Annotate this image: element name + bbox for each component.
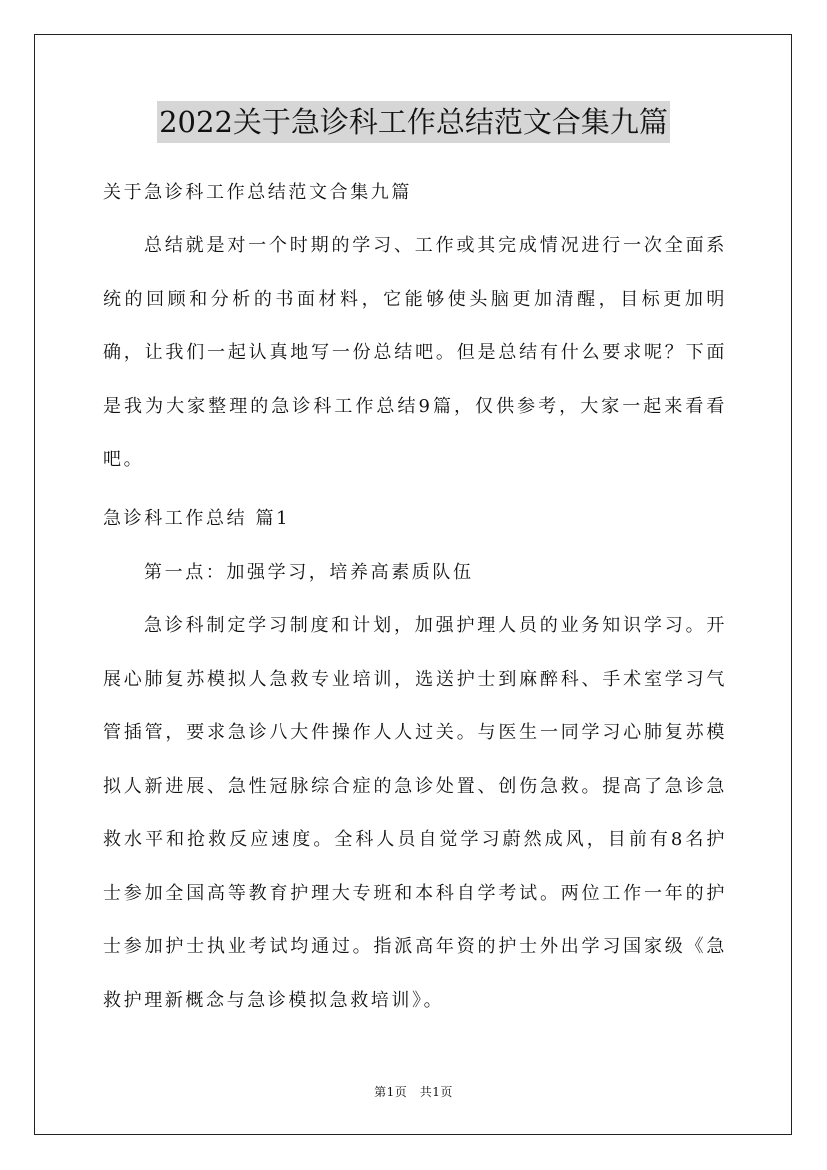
body-paragraph: 急诊科制定学习制度和计划，加强护理人员的业务知识学习。开展心肺复苏模拟人急救专业培训，选送护士到麻醉科、手术室学习气管插管，要求急诊八大件操作人人过关。与医生一同学习心肺复苏模拟人新进展、急性冠脉综合症的急诊处置、创伤急救。提高了急诊急救水平和抢救反应速度。全科人员自觉学习蔚然成风，目前有8名护士参加全国高等教育护理大专班和本科自学考试。两位工作一年的护士参加护士执业考试均通过。指派高年资的护士外出学习国家级《急救护理新概念与急诊模拟急救培训》。	[103, 615, 727, 1011]
title-container	[0, 101, 827, 143]
document-title: 2022关于急诊科工作总结范文合集九篇	[157, 101, 670, 143]
point-heading: 第一点：加强学习，培养高素质队伍	[144, 562, 474, 583]
document-subtitle: 关于急诊科工作总结范文合集九篇	[103, 182, 412, 203]
section-heading: 急诊科工作总结 篇1	[103, 508, 291, 529]
intro-paragraph: 总结就是对一个时期的学习、工作或其完成情况进行一次全面系统的回顾和分析的书面材料，它能够使头脑更加清醒，目标更加明确，让我们一起认真地写一份总结吧。但是总结有什么要求呢？下面是我为大家整理的急诊科工作总结9篇，仅供参考，大家一起来看看吧。	[103, 235, 727, 470]
page-footer: 第1页 共1页	[374, 1085, 453, 1099]
